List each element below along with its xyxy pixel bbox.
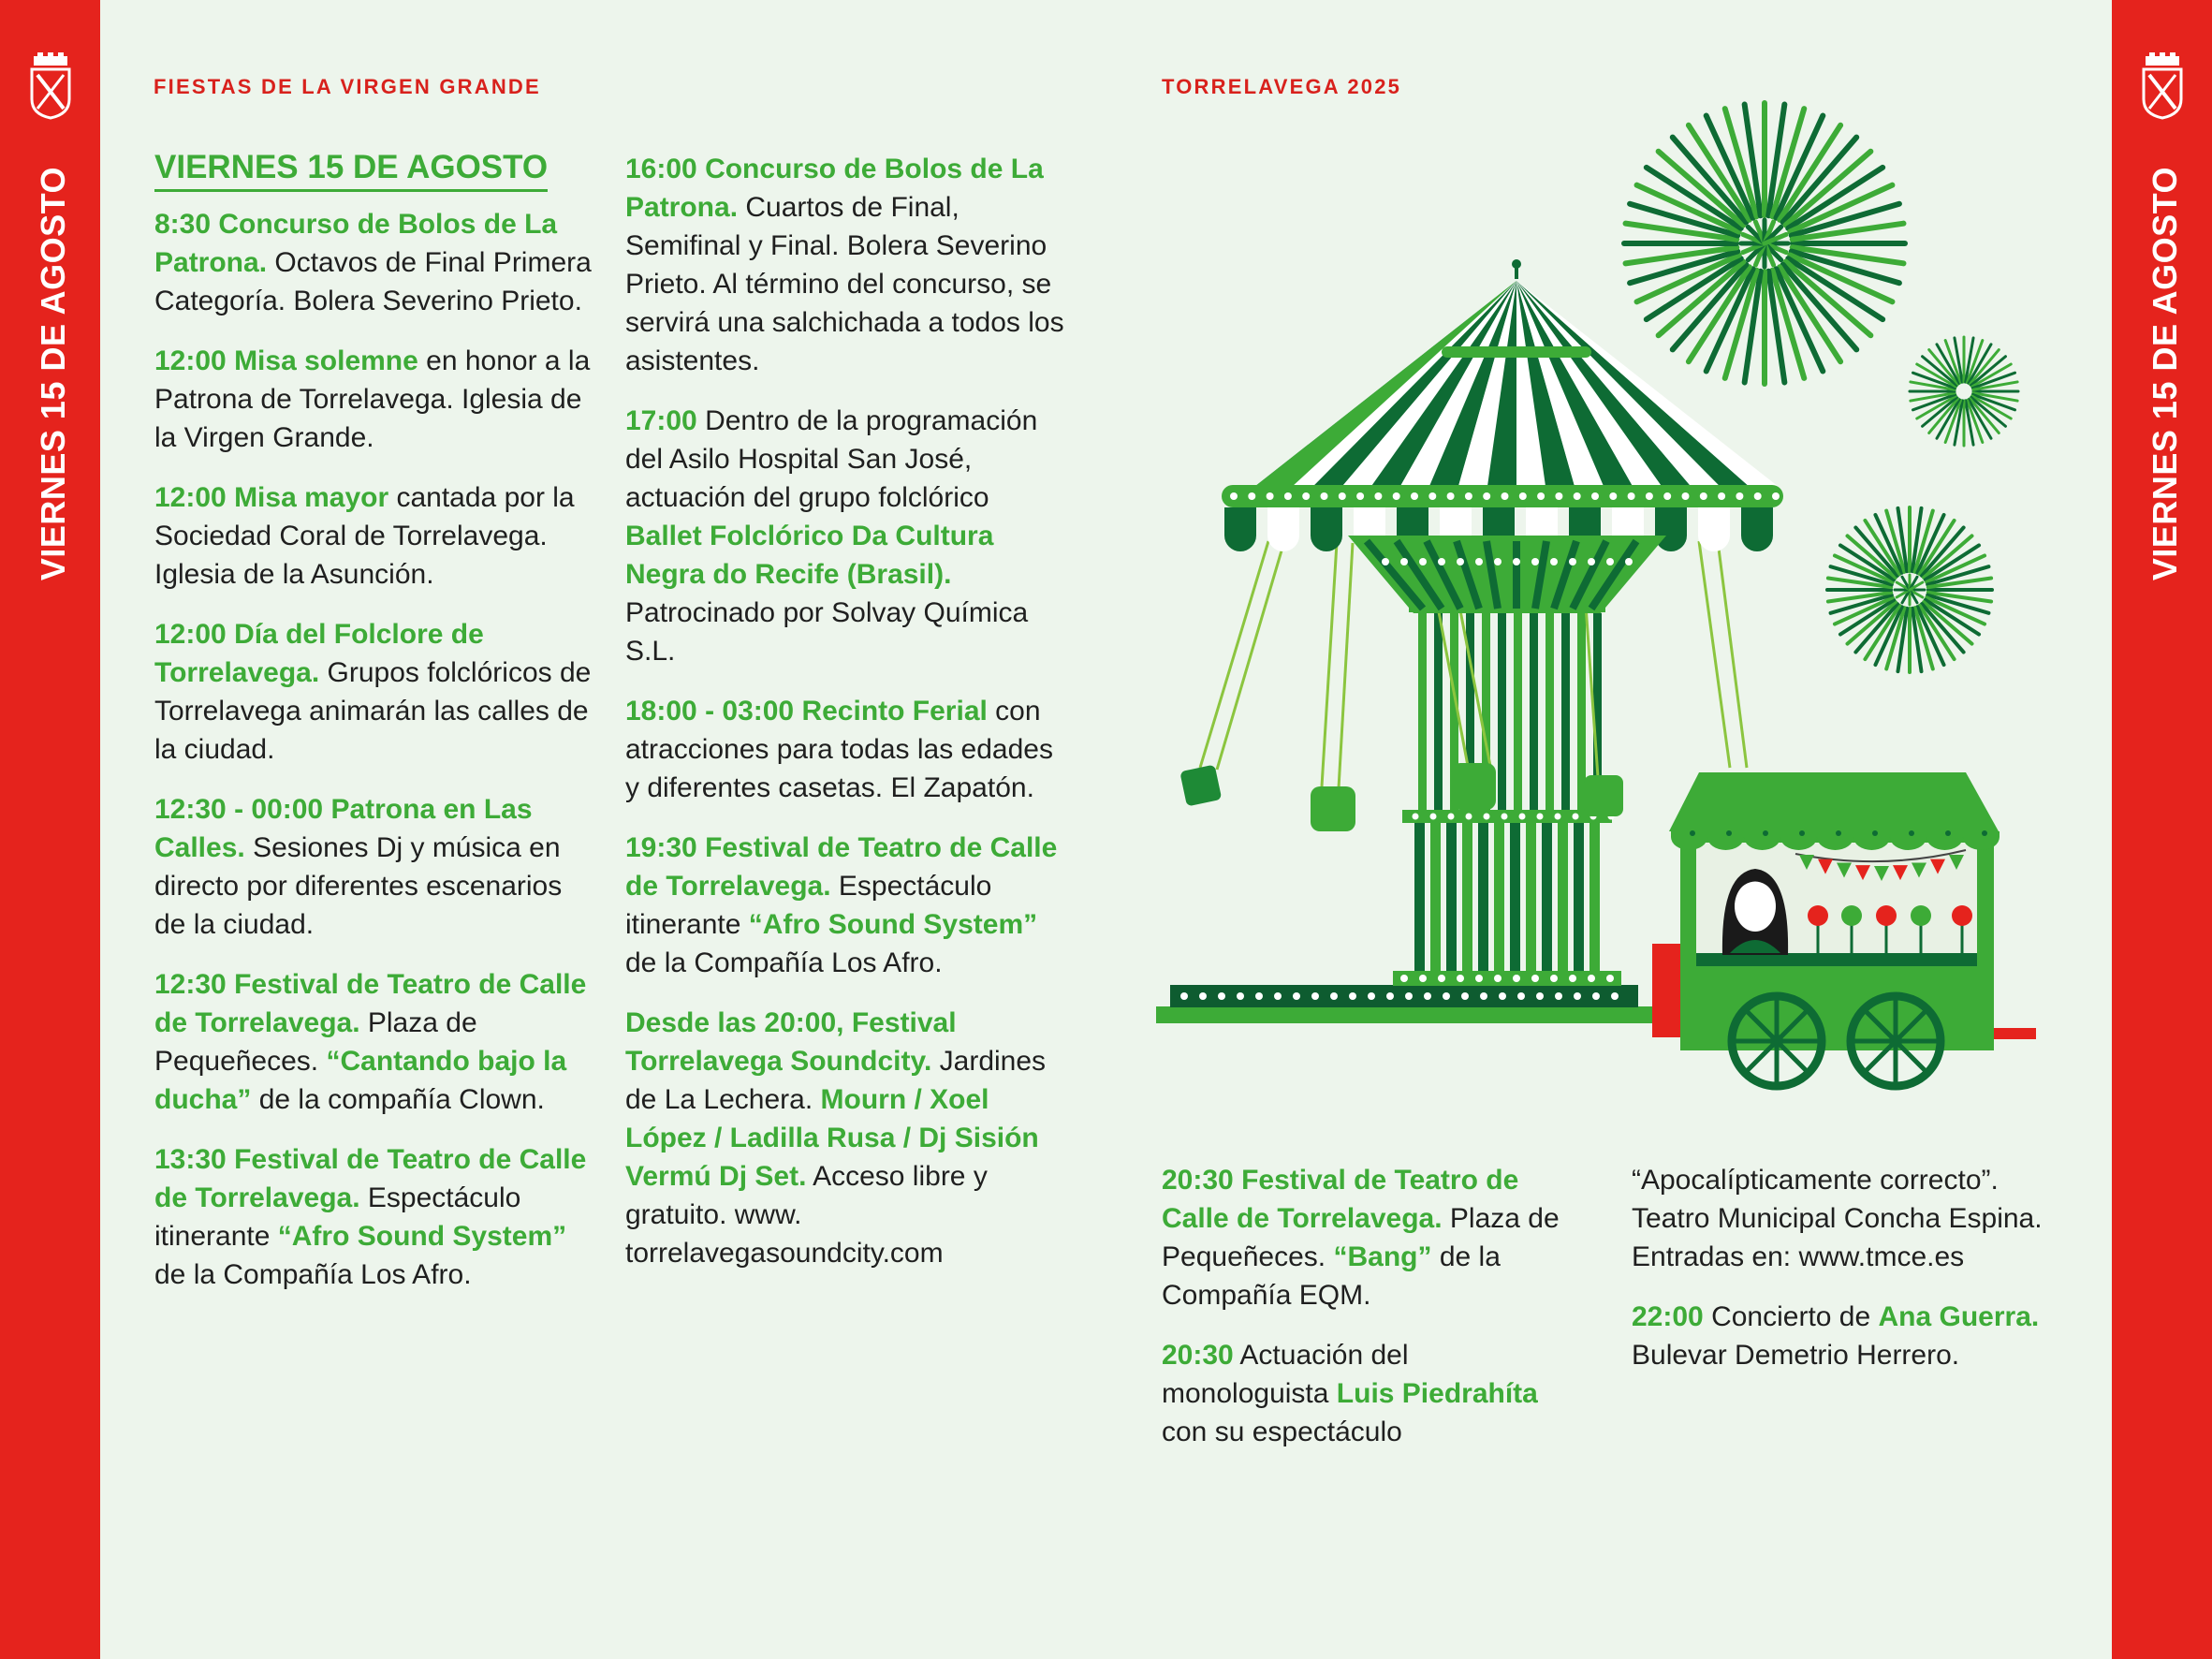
event-entry: Desde las 20:00, Festival Torrelavega Soundcity. Jardines de La Lechera. Mourn / Xoel López / Ladilla Rusa / Dj Sisión Vermú Dj Set. Acceso libre y gratuito. www. torrelavegasoundcity.com: [625, 1007, 1047, 1269]
side-band-right: [2112, 0, 2212, 1659]
event-entry: 12:00 Día del Folclore de Torrelavega. Grupos folclóricos de Torrelavega animarán las calles de la ciudad.: [154, 619, 592, 765]
event-entry: 20:30 Festival de Teatro de Calle de Torrelavega. Plaza de Pequeñeces. “Bang” de la Compañía EQM.: [1162, 1165, 1560, 1311]
carousel-and-candy-cart-illustration: [1151, 94, 2050, 1114]
schedule-column-2: [625, 150, 1070, 1294]
side-band-left: [0, 0, 100, 1659]
event-entry: 19:30 Festival de Teatro de Calle de Torrelavega. Espectáculo itinerante “Afro Sound System” de la Compañía Los Afro.: [625, 832, 1058, 978]
event-entry: 18:00 - 03:00 Recinto Ferial con atracciones para todas las edades y diferentes casetas. El Zapatón.: [625, 696, 1053, 803]
schedule-column-3: [1162, 1161, 1574, 1473]
day-title: VIERNES 15 DE AGOSTO: [154, 148, 548, 192]
event-entry: 20:30 Actuación del monologuista Luis Piedrahíta con su espectáculo: [1162, 1340, 1538, 1447]
event-entry: 16:00 Concurso de Bolos de La Patrona. Cuartos de Final, Semifinal y Final. Bolera Severino Prieto. Al término del concurso, se servirá una salchichada a todos los asistentes.: [625, 154, 1064, 376]
event-entry: 13:30 Festival de Teatro de Calle de Torrelavega. Espectáculo itinerante “Afro Sound System” de la Compañía Los Afro.: [154, 1144, 587, 1290]
fireworks-icon: [1624, 103, 2018, 672]
event-entry: 22:00 Concierto de Ana Guerra. Bulevar Demetrio Herrero.: [1632, 1301, 2040, 1371]
city-crest-icon: [28, 52, 73, 120]
event-entry: 12:30 Festival de Teatro de Calle de Torrelavega. Plaza de Pequeñeces. “Cantando bajo la ducha” de la compañía Clown.: [154, 969, 587, 1115]
schedule-column-1: [154, 148, 594, 1315]
running-header-right: TORRELAVEGA 2025: [1162, 75, 1402, 98]
side-band-label: VIERNES 15 DE AGOSTO: [34, 167, 72, 581]
running-header-left: FIESTAS DE LA VIRGEN GRANDE: [154, 75, 541, 98]
city-crest-icon: [2140, 52, 2185, 120]
event-entry: “Apocalípticamente correcto”. Teatro Municipal Concha Espina. Entradas en: www.tmce.es: [1632, 1165, 2043, 1272]
side-band-label: VIERNES 15 DE AGOSTO: [2146, 167, 2184, 581]
event-entry: 12:00 Misa mayor cantada por la Sociedad Coral de Torrelavega. Iglesia de la Asunción.: [154, 482, 575, 590]
event-entry: 12:30 - 00:00 Patrona en Las Calles. Sesiones Dj y música en directo por diferentes escenarios de la ciudad.: [154, 794, 563, 940]
event-entry: 8:30 Concurso de Bolos de La Patrona. Octavos de Final Primera Categoría. Bolera Severino Prieto.: [154, 209, 592, 316]
event-entry: 17:00 Dentro de la programación del Asilo Hospital San José, actuación del grupo folclórico Ballet Folclórico Da Cultura Negra do Recife (Brasil). Patrocinado por Solvay Química S.L.: [625, 405, 1038, 667]
event-entry: 12:00 Misa solemne en honor a la Patrona de Torrelavega. Iglesia de la Virgen Grande.: [154, 345, 591, 453]
schedule-column-4: [1632, 1161, 2062, 1396]
